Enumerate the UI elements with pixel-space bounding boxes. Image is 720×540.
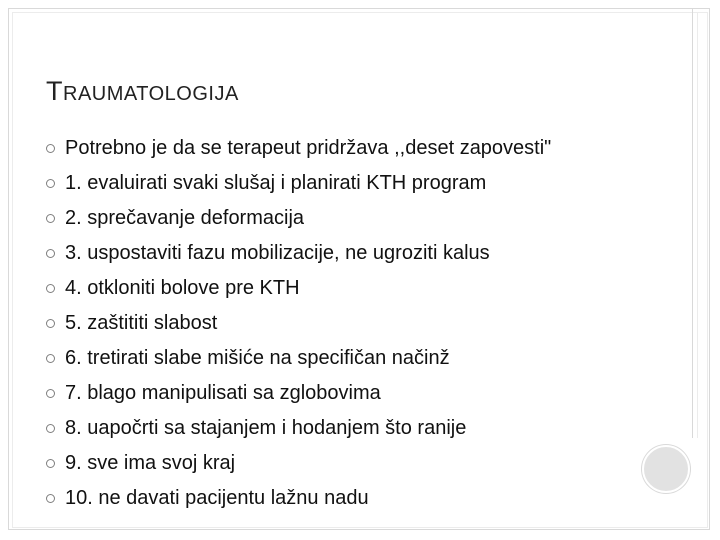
slide-title-initial: T	[46, 76, 63, 106]
frame-rule-inner	[697, 12, 698, 438]
bullet-text: 8. uapočrti sa stajanjem i hodanjem što ranije	[65, 417, 467, 439]
list-item	[46, 411, 551, 446]
bullet-text: 9. sve ima svoj kraj	[65, 452, 236, 474]
slide-title-rest: RAUMATOLOGIJA	[63, 83, 239, 105]
slide-title	[46, 76, 239, 107]
circle-bullet-icon	[46, 494, 55, 503]
list-item	[46, 201, 551, 236]
bullet-text: 4. otkloniti bolove pre KTH	[65, 277, 300, 299]
list-item	[46, 446, 551, 481]
list-item	[46, 131, 551, 166]
bullet-text: 3. uspostaviti fazu mobilizacije, ne ugroziti kalus	[65, 242, 490, 264]
circle-bullet-icon	[46, 249, 55, 258]
bullet-text: 5. zaštititi slabost	[65, 312, 218, 334]
frame-rule	[692, 8, 693, 438]
decorative-circle	[642, 445, 690, 493]
bullet-text: 1. evaluirati svaki slušaj i planirati KTH program	[65, 172, 487, 194]
bullet-text: 10. ne davati pacijentu lažnu nadu	[65, 487, 369, 509]
circle-bullet-icon	[46, 319, 55, 328]
circle-bullet-icon	[46, 354, 55, 363]
list-item	[46, 376, 551, 411]
list-item	[46, 481, 551, 516]
circle-bullet-icon	[46, 389, 55, 398]
bullet-text: Potrebno je da se terapeut pridržava ,,deset zapovesti"	[65, 137, 552, 159]
circle-bullet-icon	[46, 214, 55, 223]
circle-bullet-icon	[46, 284, 55, 293]
bullet-text: 7. blago manipulisati sa zglobovima	[65, 382, 381, 404]
circle-bullet-icon	[46, 459, 55, 468]
list-item	[46, 341, 551, 376]
circle-bullet-icon	[46, 144, 55, 153]
list-item	[46, 236, 551, 271]
bullet-text: 2. sprečavanje deformacija	[65, 207, 305, 229]
bullet-text: 6. tretirati slabe mišiće na specifičan načinž	[65, 347, 450, 369]
circle-bullet-icon	[46, 424, 55, 433]
circle-bullet-icon	[46, 179, 55, 188]
bullet-list	[46, 131, 551, 516]
list-item	[46, 306, 551, 341]
list-item	[46, 166, 551, 201]
list-item	[46, 271, 551, 306]
